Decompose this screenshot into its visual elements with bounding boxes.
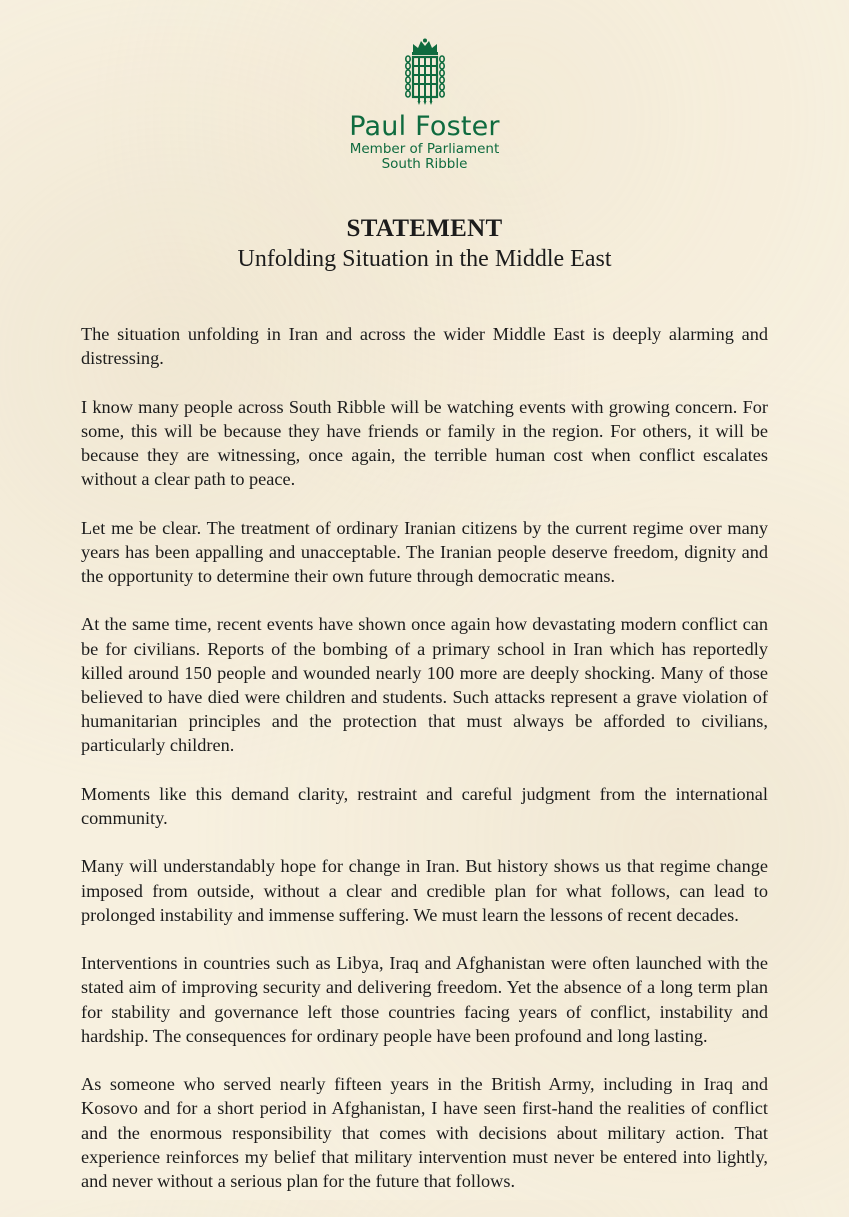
statement-heading: STATEMENT: [346, 215, 503, 242]
statement-title-block: [0, 214, 849, 274]
paragraph: The situation unfolding in Iran and across the wider Middle East is deeply alarming and distressing.: [81, 324, 768, 369]
mp-name: Paul Foster: [349, 111, 500, 142]
paragraph: As someone who served nearly fifteen years in the British Army, including in Iraq and Kosovo and for a short period in Afghanistan, I have seen first-hand the realities of conflict and the enormous responsibility that comes with decisions about military action. That experience reinforces my belief that military intervention must never be entered into lightly, and never without a serious plan for the future that follows.: [81, 1074, 768, 1191]
statement-subheading: Unfolding Situation in the Middle East: [237, 246, 612, 272]
paragraph: At the same time, recent events have shown once again how devastating modern conflict can be for civilians. Reports of the bombing of a primary school in Iran which has reportedly killed around 150 people and wounded nearly 100 more are deeply shocking. Many of those believed to have died were children and students. Such attacks represent a grave violation of humanitarian principles and the protection that must always be afforded to civilians, particularly children.: [81, 614, 768, 756]
mp-role: Member of Parliament: [349, 141, 500, 157]
mp-constituency: South Ribble: [381, 156, 468, 172]
portcullis-icon: [403, 38, 447, 106]
paragraph: Let me be clear. The treatment of ordinary Iranian citizens by the current regime over many years has been appalling and unacceptable. The Iranian people deserve freedom, dignity and the opportunity to determine their own future through democratic means.: [81, 517, 768, 586]
paragraph: Moments like this demand clarity, restraint and careful judgment from the international community.: [81, 783, 768, 828]
paragraph: I know many people across South Ribble will be watching events with growing concern. For some, this will be because they have friends or family in the region. For others, it will be because they are witnessing, once again, the terrible human cost when conflict escalates without a clear path to peace.: [81, 396, 768, 490]
letterhead: [0, 38, 849, 172]
paragraph: Many will understandably hope for change in Iran. But history shows us that regime change imposed from outside, without a clear and credible plan for what follows, can lead to prolonged instability and immense suffering. We must learn the lessons of recent decades.: [81, 856, 768, 925]
statement-body: [81, 322, 768, 1217]
paragraph: Interventions in countries such as Libya, Iraq and Afghanistan were often launched with the stated aim of improving security and delivering freedom. Yet the absence of a long term plan for stability and governance left those countries facing years of conflict, instability and hardship. The consequences for ordinary people have been profound and long lasting.: [81, 953, 768, 1046]
